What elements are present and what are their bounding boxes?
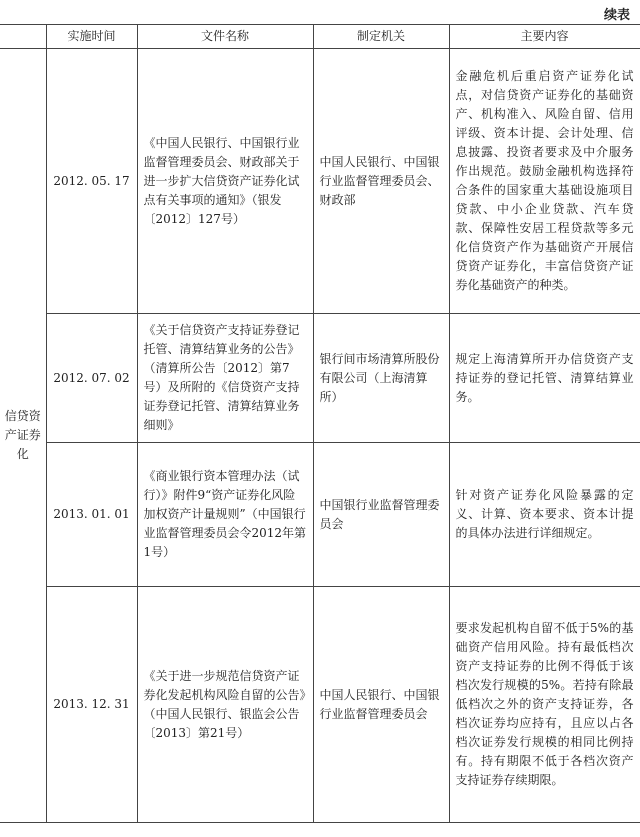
agency-cell: 中国人民银行、中国银行业监督管理委员会 (313, 587, 449, 823)
header-blank (0, 25, 46, 49)
header-agency: 制定机关 (313, 25, 449, 49)
content-cell: 规定上海清算所开办信贷资产支持证券的登记托管、清算结算业务。 (449, 314, 640, 443)
document-cell: 《商业银行资本管理办法（试行）》附件9“资产证券化风险加权资产计量规则”（中国银行业监督管理委员会令2012年第1号） (137, 443, 313, 587)
header-date: 实施时间 (46, 25, 137, 49)
document-cell: 《关于进一步规范信贷资产证券化发起机构风险自留的公告》（中国人民银行、银监会公告〔2013〕第21号） (137, 587, 313, 823)
document-cell: 《中国人民银行、中国银行业监督管理委员会、财政部关于进一步扩大信贷资产证券化试点有关事项的通知》（银发〔2012〕127号） (137, 49, 313, 314)
date-cell: 2013. 01. 01 (46, 443, 137, 587)
regulation-table (0, 24, 640, 823)
table-row (0, 314, 640, 443)
document-cell: 《关于信贷资产支持证券登记托管、清算结算业务的公告》（清算所公告〔2012〕第7号）及所附的《信贷资产支持证券登记托管、清算结算业务细则》 (137, 314, 313, 443)
table-row (0, 49, 640, 314)
continued-label: 续表 (603, 8, 630, 23)
agency-cell: 银行间市场清算所股份有限公司（上海清算所） (313, 314, 449, 443)
table-row (0, 587, 640, 823)
date-cell: 2012. 05. 17 (46, 49, 137, 314)
content-cell: 要求发起机构自留不低于5%的基础资产信用风险。持有最低档次资产支持证券的比例不得低于该档次发行规模的5%。若持有除最低档次之外的资产支持证券，各档次证券均应持有，且应以占各档次证券发行规模的相同比例持有。持有期限不低于各档次资产支持证券存续期限。 (449, 587, 640, 823)
agency-cell: 中国银行业监督管理委员会 (313, 443, 449, 587)
content-cell: 金融危机后重启资产证券化试点，对信贷资产证券化的基础资产、机构准入、风险自留、信用评级、资本计提、会计处理、信息披露、投资者要求及中介服务作出规范。鼓励金融机构选择符合条件的国家重大基础设施项目贷款、中小企业贷款、汽车贷款、保障性安居工程贷款等多元化信贷资产作为基础资产开展信贷资产证券化，丰富信贷资产证券化基础资产的种类。 (449, 49, 640, 314)
category-cell: 信贷资产证券化 (0, 49, 46, 823)
content-cell: 针对资产证券化风险暴露的定义、计算、资本要求、资本计提的具体办法进行详细规定。 (449, 443, 640, 587)
date-cell: 2012. 07. 02 (46, 314, 137, 443)
date-cell: 2013. 12. 31 (46, 587, 137, 823)
table-header-row (0, 25, 640, 49)
table-row (0, 443, 640, 587)
header-document: 文件名称 (137, 25, 313, 49)
header-content: 主要内容 (449, 25, 640, 49)
agency-cell: 中国人民银行、中国银行业监督管理委员会、财政部 (313, 49, 449, 314)
